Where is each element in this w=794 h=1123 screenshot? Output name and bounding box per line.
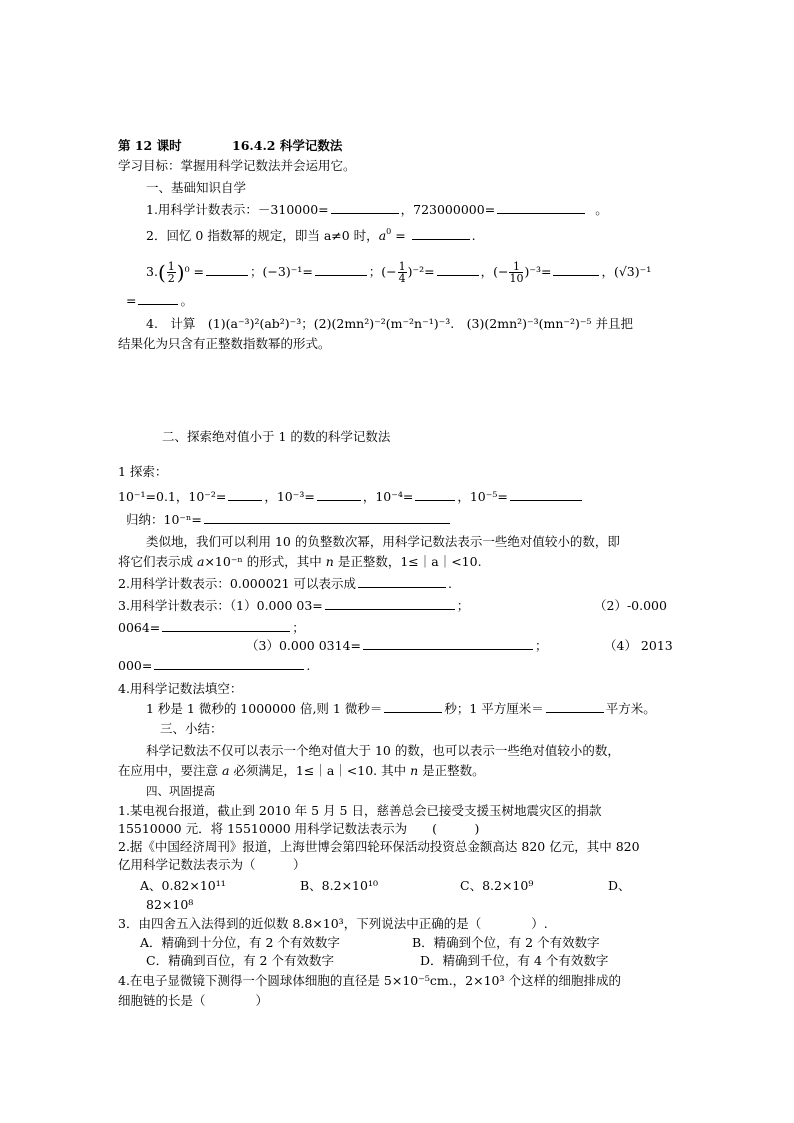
s2-q3-l2b: ； [292,620,305,635]
s2-analogy-line2 [118,553,482,571]
s4-q3-line1: 3．由四舍五入法得到的近似数 8.8×10³，下列说法中正确的是（ ）. [118,916,548,931]
s1-q3-part4-pre: ，(− [480,264,509,279]
s1-q2-prefix: 2．回忆 0 指数幂的规定，即当 a≠0 时， [146,228,379,243]
s2-q3-l4a: 000= [118,658,153,673]
s2-p-blank3[interactable] [415,488,455,501]
s2-q3-l3b: ； [535,638,548,653]
s4-q1-line1: 1.某电视台报道，截止到 2010 年 5 月 5 日，慈善总会已接受支援玉树地震灾区的捐款 [118,803,602,818]
s1-q2-exp: 0 [386,227,392,236]
s2-q3-l3c: （4） 2013 [604,638,673,653]
s1-q1-blank1[interactable] [331,201,399,214]
s2-q3-line4 [118,657,310,675]
s2-q3-line2 [118,619,305,637]
section3-title: 三、小结： [160,721,223,736]
s2-q4-blank2[interactable] [546,700,604,713]
s2-q4-b: 秒；1 平方厘米＝ [444,701,544,716]
s1-q3-frac3 [509,261,523,284]
section4-title: 四、巩固提高 [146,784,215,798]
s2-q3-l4b: . [306,658,311,673]
s1-q4-line2: 结果化为只含有正整数指数幂的形式。 [118,336,331,351]
s2-an-d: n [325,554,334,569]
s2-p2: ，10⁻³= [264,489,315,504]
s2-q3-blank1[interactable] [325,597,455,610]
s1-q1-blank2[interactable] [497,201,585,214]
section1-title: 一、基础知识自学 [146,180,247,195]
s2-summary-prefix: 归纳：10⁻ⁿ= [126,512,202,527]
lesson-label: 第 12 课时 [118,138,182,153]
s2-q2-end: . [448,576,453,591]
s2-q3-l1a: 3.用科学计数表示：（1）0.000 03= [118,598,323,613]
s2-q3-blank3[interactable] [363,637,533,650]
s2-p3: ，10⁻⁴= [362,489,414,504]
s1-q3-frac1 [167,261,176,284]
s1-q2 [146,227,476,245]
s2-q3-blank4[interactable] [154,657,304,670]
s1-q3-frac2 [398,261,407,284]
s2-an-b: a [196,554,205,569]
s2-q4-title: 4.用科学记数法填空： [118,681,243,696]
s1-q1-prefix: 1.用科学计数表示：－310000= [146,202,329,217]
s4-q2-opt-d: D、 [608,878,631,893]
s1-q3-lparen: ( [157,260,166,285]
s2-analogy-line1: 类似地，我们可以利用 10 的负整数次幂，用科学记数法表示一些绝对值较小的数，即 [146,534,620,549]
s2-an-e: 是正整数，1≤｜a｜<10. [333,554,482,569]
s2-summary-blank[interactable] [204,511,450,524]
s3-l2b: a [221,763,230,778]
lesson-topic: 16.4.2 科学记数法 [232,138,343,153]
s4-q2-opt-c: C、8.2×10⁹ [460,878,534,893]
s4-q4-line1: 4.在电子显微镜下测得一个圆球体细胞的直径是 5×10⁻⁵cm.，2×10³ 个这样的细胞排成的 [118,973,621,988]
s2-an-c: ×10⁻ⁿ 的形式，其中 [204,554,326,569]
s4-q2-opt-d-cont: 82×10⁸ [146,897,194,912]
s2-p-blank1[interactable] [228,488,262,501]
s2-q3-line3 [246,637,548,655]
s1-q3-frac1-den: 2 [167,272,175,285]
s1-q3-line2-end: 。 [180,293,193,308]
s3-l2d: n [410,763,419,778]
s1-q3-frac2-den: 4 [398,272,406,285]
s1-q3-blank3[interactable] [437,263,479,276]
s1-q1-end: 。 [595,202,608,217]
s3-l2a: 在应用中，要注意 [118,763,222,778]
s1-q3-rparen: ) [176,260,185,285]
s1-q3-part1: ⁰ = [184,264,205,279]
s4-q1-line2: 15510000 元．将 15510000 用科学记数法表示为 ( ) [118,821,480,836]
s2-q3-l1b: ； [456,598,470,613]
s1-q3-frac3-num: 1 [509,261,523,273]
s2-q3-line1 [118,597,469,615]
s4-q3-opt-b: B．精确到个位，有 2 个有效数字 [412,935,600,950]
s1-q3-blank1[interactable] [206,263,248,276]
learning-objective: 学习目标：掌握用科学记数法并会运用它。 [118,158,356,173]
s2-q3-l1c: （2）-0.000 [594,598,667,613]
s4-q4-line2: 细胞链的长是（ ） [118,993,269,1008]
s1-q2-eq: = [391,228,410,243]
s1-q3-blank5[interactable] [138,292,178,305]
s2-q3-l2a: 0064= [118,620,161,635]
s1-q3-part4-post: )⁻³= [524,264,552,279]
s1-q3-blank4[interactable] [553,263,599,276]
s3-l2e: 是正整数。 [418,763,485,778]
s3-line2 [118,762,485,780]
s1-q3-part5: ，(√3)⁻¹ [601,264,652,279]
s1-q3-part3-pre: ；(− [368,264,397,279]
s2-q3-l3a: （3）0.000 0314= [246,638,361,653]
s1-q3-frac3-den: 10 [509,272,524,285]
s1-q2-end: . [471,228,476,243]
s1-q1 [146,201,608,219]
s4-q3-opt-a: A．精确到十分位，有 2 个有效数字 [140,935,340,950]
s4-q2-line2: 亿用科学记数法表示为（ ） [118,857,306,872]
s2-q4-line [146,700,656,718]
s2-p4: ，10⁻⁵= [457,489,508,504]
s4-q3-opt-d: D．精确到千位，有 4 个有效数字 [420,953,609,968]
section2-title: 二、探索绝对值小于 1 的数的科学记数法 [162,429,391,444]
s2-powers-line [118,488,584,506]
s2-q4-blank1[interactable] [384,700,442,713]
s2-q2 [118,575,452,593]
s4-q3-opt-c: C．精确到百位，有 2 个有效数字 [146,953,334,968]
s2-p1: 10⁻¹=0.1，10⁻²= [118,489,227,504]
s1-q2-a: a [378,228,387,243]
s1-q2-blank[interactable] [412,227,470,240]
s2-q3-blank2[interactable] [162,619,290,632]
s1-q3-part3-post: )⁻²= [407,264,435,279]
s2-q2-blank[interactable] [358,575,446,588]
s1-q3-line2 [126,292,193,310]
s2-q4-c: 平方米。 [605,701,656,716]
s1-q3-line2-eq: = [126,293,137,308]
s1-q3-frac1-num: 1 [167,260,175,273]
s4-q2-opt-a: A、0.82×10¹¹ [140,878,226,893]
s2-p-blank2[interactable] [317,488,361,501]
s1-q3-label: 3. [146,264,158,279]
s1-q1-mid: ，723000000= [400,202,496,217]
s2-explore-label: 1 探索： [118,464,168,479]
s2-summary [126,511,452,529]
s1-q3-part2: ；(−3)⁻¹= [250,264,313,279]
s1-q3-blank2[interactable] [315,263,367,276]
s4-q2-opt-b: B、8.2×10¹⁰ [300,878,378,893]
s2-q4-a: 1 秒是 1 微秒的 1000000 倍,则 1 微秒＝ [146,701,383,716]
s2-p-blank4[interactable] [510,488,582,501]
s3-l2c: 必须满足，1≤｜a｜<10. 其中 [229,763,411,778]
s4-q2-line1: 2.据《中国经济周刊》报道，上海世博会第四轮环保活动投资总金额高达 820 亿元，其中 820 [118,839,640,854]
s1-q3-frac2-num: 1 [398,260,406,273]
s2-q2-prefix: 2.用科学计数表示：0.000021 可以表示成 [118,576,357,591]
s1-q4-line1: 4. 计算 (1)(a⁻³)²(ab²)⁻³；(2)(2mn²)⁻²(m⁻²n⁻¹)⁻³. (3)(2mn²)⁻³(mn⁻²)⁻⁵ 并且把 [146,316,633,331]
s3-line1: 科学记数法不仅可以表示一个绝对值大于 10 的数，也可以表示一些绝对值较小的数， [146,743,620,758]
s1-q3 [146,261,651,284]
s2-an-a: 将它们表示成 [118,554,197,569]
